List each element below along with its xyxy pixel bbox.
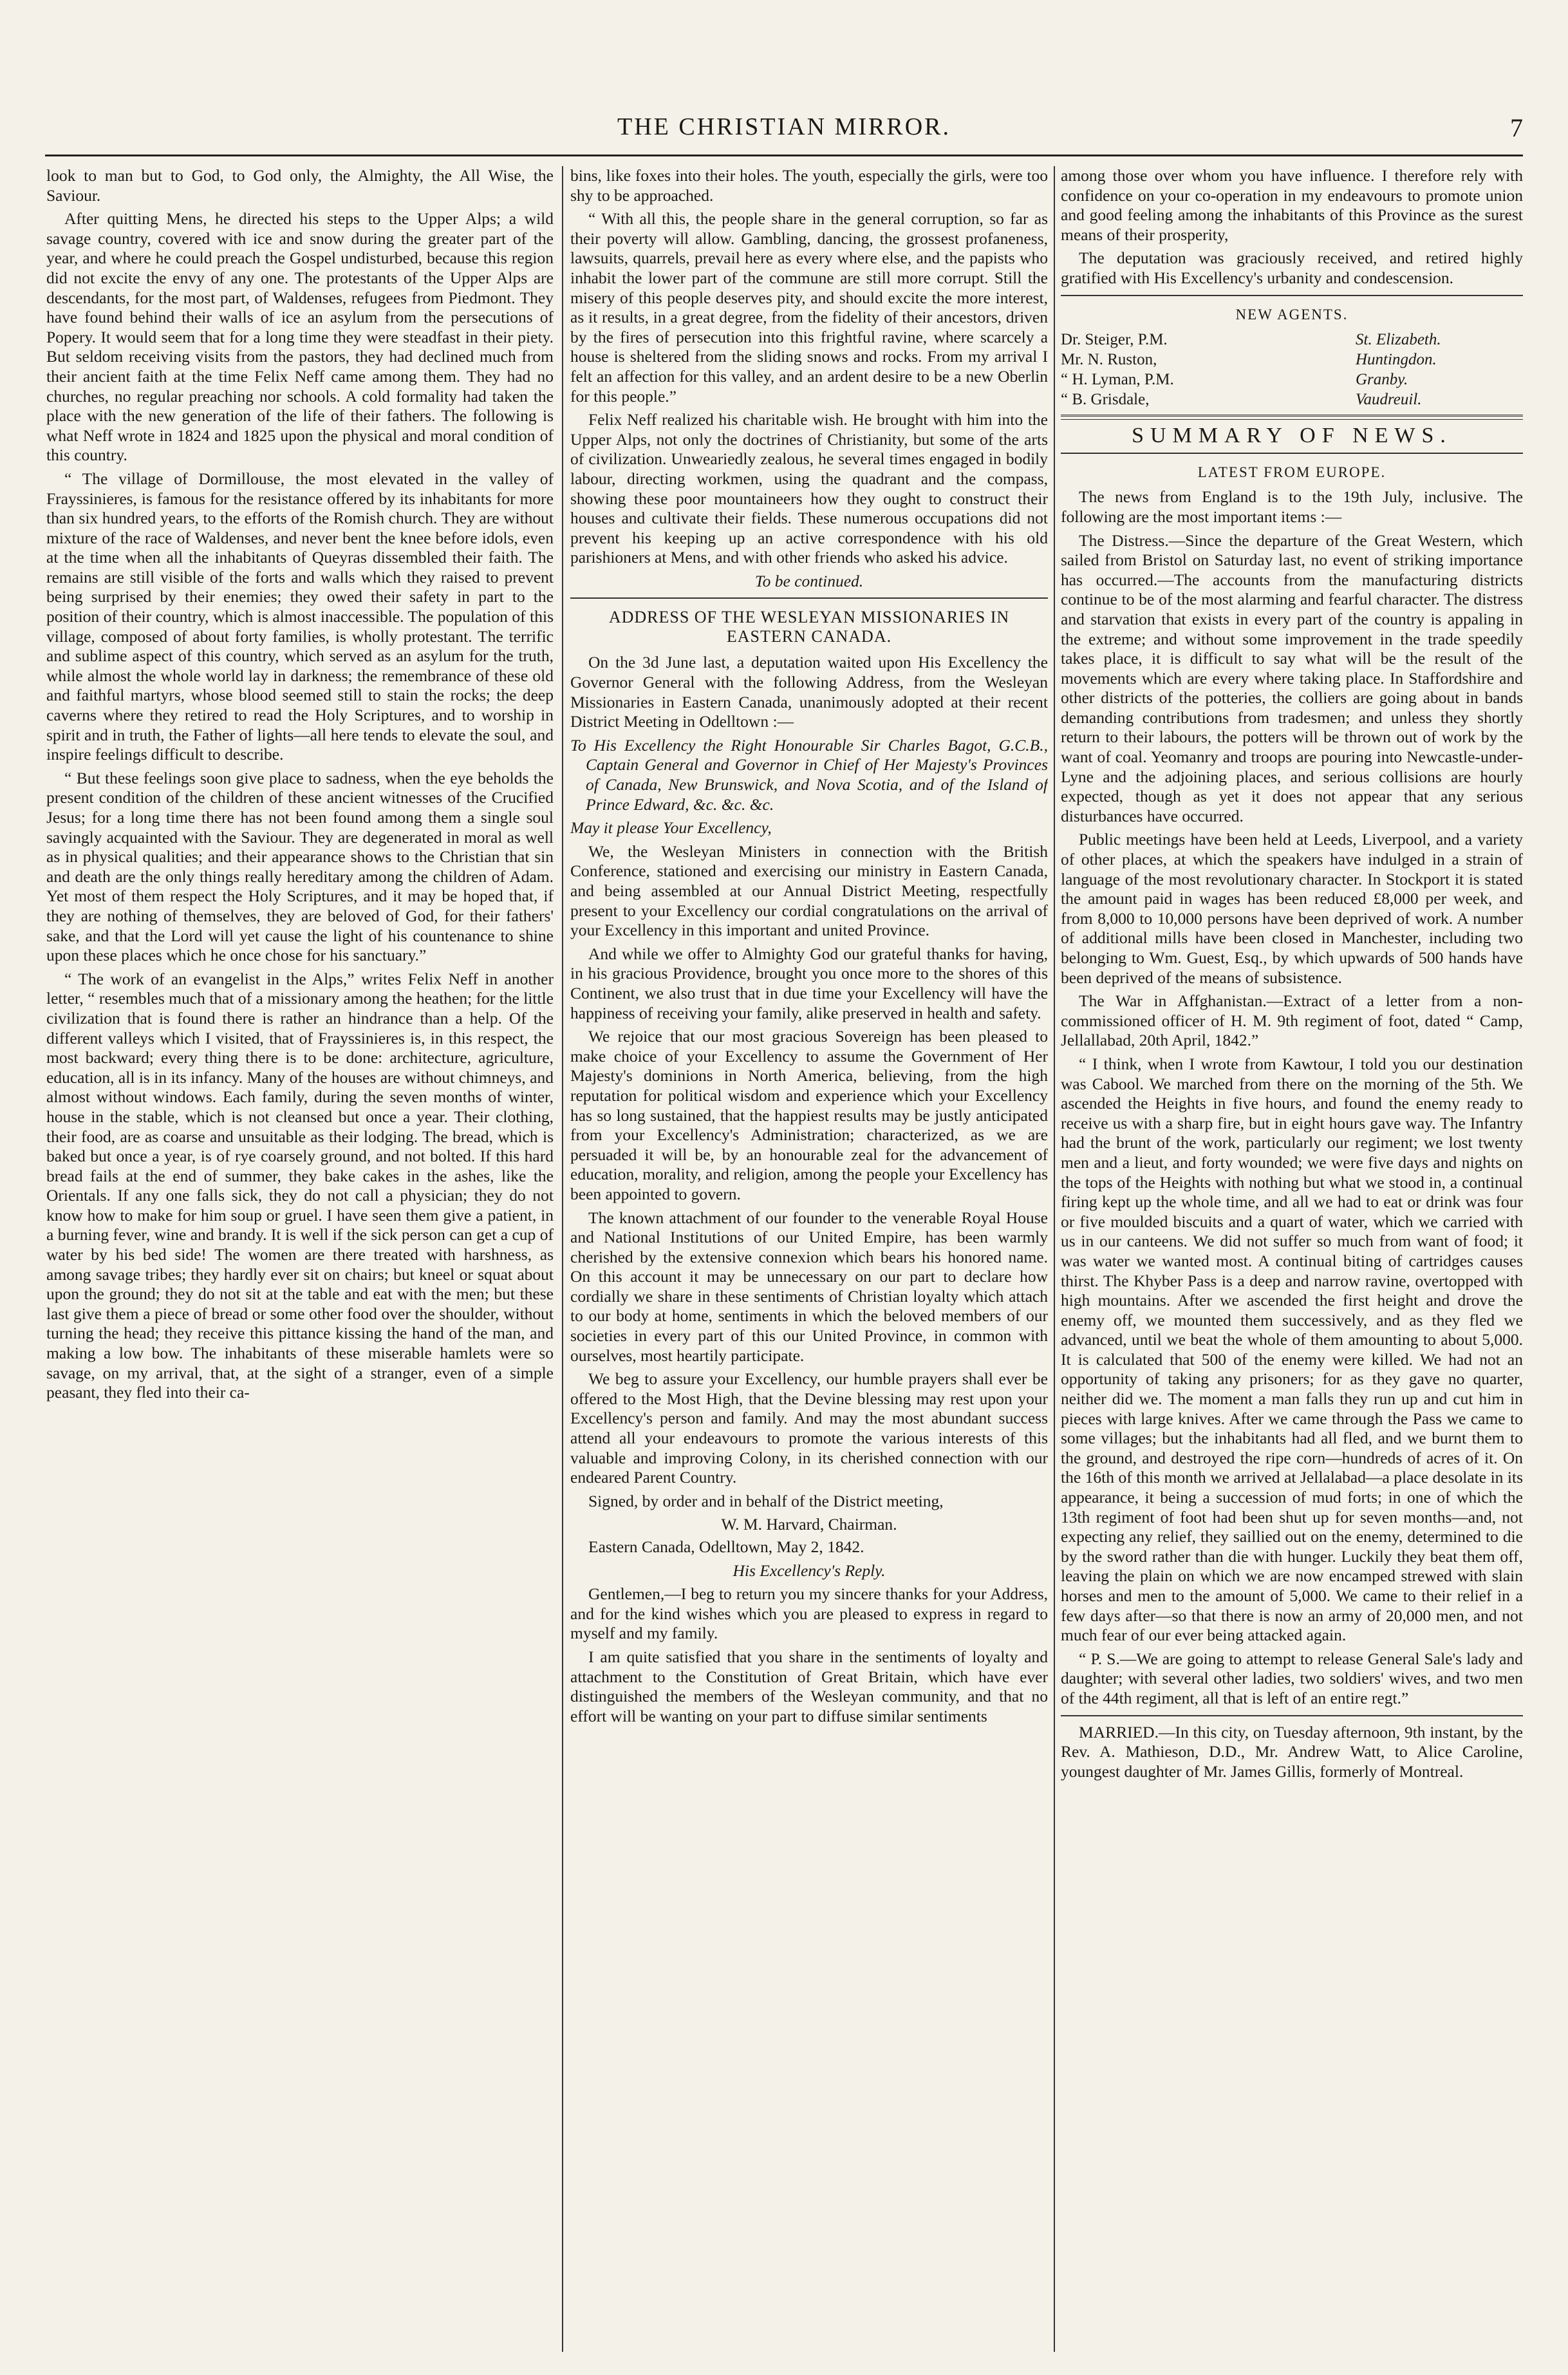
agent-place: Huntingdon. <box>1356 351 1437 369</box>
news-paragraph: The War in Affghanistan.—Extract of a letter from a non-commissioned officer of H. M. 9th regiment of foot, dated “ Camp, Jellallabad, 20th April, 1842.” <box>1061 991 1523 1050</box>
reply-paragraph: Gentlemen,—I beg to return you my sincere thanks for your Address, and for the kind wishes which you are pleased to express in regard to myself and my family. <box>570 1584 1048 1643</box>
column-3 <box>1061 166 1523 2352</box>
article-paragraph: “ The work of an evangelist in the Alps,” writes Felix Neff in another letter, “ resembles much that of a missionary among the heathen; for the little civilization that is found there is rather an hindrance than a help. Of the different valleys which I visited, that of Frayssinieres is, in this respect, the most backward; every thing there is to be done: architecture, agriculture, education, all is in its infancy. Many of the houses are without chimneys, and almost without windows. Each family, during the seven months of winter, house in the stable, which is not cleansed but once a year. Their clothing, their food, are as coarse and unsuitable as their lodging. The bread, which is baked but once a year, is of rye coarsely ground, and not bolted. If this hard bread fails at the end of summer, they bake cakes in the ashes, like the Orientals. If any one falls sick, they do not call a physician; they do not know how to make for him soup or gruel. I have seen them give a patient, in a burning fever, wine and brandy. It is well if the sick person can get a cup of water by his bed side! The women are there treated with harshness, as among savage tribes; they hardly ever sit on chairs; but kneel or squat about upon the ground; they do not sit at the table and eat with the men; but these last give them a piece of bread or some other food over the shoulder, without turning the head; they receive this pittance kissing the hand of the man, and making a low bow. The inhabitants of these miserable hamlets were so savage, on my arrival, that, at the sight of a stranger, even of a simple peasant, they fled into their ca- <box>46 969 554 1402</box>
agent-row <box>1061 390 1523 409</box>
agent-name: “ B. Grisdale, <box>1061 391 1150 409</box>
to-be-continued: To be continued. <box>754 571 864 590</box>
page-header <box>45 113 1523 149</box>
article-paragraph: bins, like foxes into their holes. The youth, especially the girls, were too shy to be approached. <box>570 166 1048 205</box>
article-paragraph: “ With all this, the people share in the general corruption, so far as their poverty will allow. Gambling, dancing, the grossest profaneness, lawsuits, quarrels, prevail here as every where else, and the papists who inhabit the lower part of the commune are still more corrupt. Still the misery of this people deserves pity, and should excite the more interest, as it results, in a great degree, from the fidelity of their ancestors, driven by the fires of persecution into this frightful ravine, where scarcely a house is sheltered from the sliding snows and rocks. From my arrival I felt an affection for this valley, and an ardent desire to be a new Oberlin for this people.” <box>570 209 1048 406</box>
address-dateline: Eastern Canada, Odelltown, May 2, 1842. <box>588 1537 864 1556</box>
latest-from-europe-title: LATEST FROM EUROPE. <box>1197 464 1386 480</box>
article-paragraph: The deputation was graciously received, and retired highly gratified with His Excellency's urbanity and condescension. <box>1061 249 1523 287</box>
address-paragraph: We rejoice that our most gracious Sovereign has been pleased to make choice of your Excellency to assume the Government of Her Majesty's dominions in North America, believing, from the high reputation for political wisdom and experience which your Excellency has so long sustained, that the happiest results may be justly anticipated from your Excellency's Administration; characterized, as we are persuaded it will be, by an honourable zeal for the advancement of education, morality, and religion, among the people your Excellency has been appointed to govern. <box>570 1027 1048 1203</box>
news-paragraph: Public meetings have been held at Leeds, Liverpool, and a variety of other places, at which the speakers have indulged in a strain of language of the most revolutionary character. In Stockport it is stated the amount paid in wages has been reduced £8,000 per week, and from 8,000 to 10,000 persons have been deprived of work. A number of additional mills have been closed in Manchester, including two belonging to Wm. Guest, Esq., by which upwards of 500 hands have been deprived of the means of subsistence. <box>1061 830 1523 987</box>
news-paragraph: “ I think, when I wrote from Kawtour, I told you our destination was Cabool. We marched from there on the morning of the 5th. We ascended the Heights in five hours, and found the enemy ready to receive us with a sharp fire, but in eight hours gave way. The Infantry had the brunt of the work, particularly our regiment; we lost twenty men and a lieut, and forty wounded; we were five days and nights on the tops of the Heights with nothing but what we stood in, a continual firing kept up the whole time, and all we had to eat or drink was four or five moulded biscuits and a quart of water, which we carried with us in our canteens. We did not suffer so much from want of food; it was water we wanted most. A continual biting of cartridges causes thirst. The Khyber Pass is a deep and narrow ravine, overtopped with high mountains. After we ascended the first height and drove the enemy off, we mounted them successively, and as they fled we advanced, until we beat the whole of them amounting to about 5,000. It is calculated that 500 of the enemy were killed. We had not an opportunity of taking any prisoners; for as they gave no quarter, neither did we. The moment a man falls they run up and cut him in pieces with large knives. After we came through the Pass we came to some villages; but the inhabitants had all fled, and we burnt them to the ground, and destroyed the ripe corn—hundreds of acres of it. On the 16th of this month we arrived at Jellalabad—a place desolate in its appearance, it being a succession of mud forts; in one of which the 13th regiment of foot had been shut up for seven months—and, not expecting any relief, they saillied out on the enemy, determined to die by the sword rather than die with hunger. Luckily they beat them off, leaving the plain on which we are now encamped strewed with slain horses and men to the amount of 5,000. We came to their relief in a few days after—so that there is now an army of 20,000 men, and not much fear of our ever being attacked again. <box>1061 1054 1523 1645</box>
column-1 <box>46 166 554 2352</box>
article-paragraph: “ The village of Dormillouse, the most elevated in the valley of Frayssinieres, is famous for the resistance offered by its inhabitants for more than six hundred years, to the efforts of the Romish church. They are without mixture of the race of Waldenses, and never bent the knee before idols, even at the time when all the inhabitants of Queyras dissembled their faith. The remains are still visible of the forts and walls which they raised to prevent being surprised by their enemies; they owed their safety in part to the position of their country, which is almost inaccessible. The population of this village, composed of about forty families, is wholly protestant. The terrific and sublime aspect of this country, which served as an asylum for the truth, while almost the whole world lay in darkness; the remembrance of these old and faithful martyrs, whose blood seemed still to stain the rocks; the deep caverns where they retired to read the Holy Scriptures, and to worship in spirit and in truth, the Father of lights—all here tends to elevate the soul, and inspire feelings difficult to describe. <box>46 469 554 764</box>
news-paragraph: The news from England is to the 19th July, inclusive. The following are the most important items :— <box>1061 487 1523 526</box>
address-paragraph: Signed, by order and in behalf of the District meeting, <box>588 1491 944 1510</box>
column-divider <box>562 166 563 2352</box>
summary-of-news-title: SUMMARY OF NEWS. <box>1132 424 1452 448</box>
section-rule <box>1061 295 1523 296</box>
column-2 <box>570 166 1048 2352</box>
section-rule <box>1061 1715 1523 1716</box>
agent-place: Vaudreuil. <box>1356 391 1422 409</box>
new-agents-title: NEW AGENTS. <box>1235 306 1349 323</box>
agent-name: Dr. Steiger, P.M. <box>1061 331 1168 349</box>
agent-row <box>1061 350 1523 370</box>
section-rule <box>1061 415 1523 420</box>
section-rule <box>1061 453 1523 454</box>
address-title: ADDRESS OF THE WESLEYAN MISSIONARIES IN EASTERN CANADA. <box>608 608 1010 646</box>
agent-name: “ H. Lyman, P.M. <box>1061 371 1174 389</box>
column-divider <box>1054 166 1055 2352</box>
article-paragraph: look to man but to God, to God only, the Almighty, the All Wise, the Saviour. <box>46 166 554 205</box>
header-rule <box>45 155 1523 156</box>
article-paragraph: Felix Neff realized his charitable wish. He brought with him into the Upper Alps, not only the doctrines of Christianity, but some of the arts of civilization. Unweariedly zealous, he several times engaged in bodily labour, directing workmen, using the quadrant and the compass, showing these poor mountaineers how they ought to construct their houses and cultivate their fields. These numerous occupations did not prevent his keeping up an active correspondence with his old parishioners at Mens, and with other friends who asked his advice. <box>570 410 1048 567</box>
address-paragraph: We beg to assure your Excellency, our humble prayers shall ever be offered to the Most High, that the Devine blessing may rest upon your Excellency's person and family. And may the most abundant success attend all your endeavours to promote the various interests of this valuable and improving Colony, in its cherished connection with our endeared Parent Country. <box>570 1369 1048 1487</box>
reply-title: His Excellency's Reply. <box>733 1561 886 1580</box>
agent-row <box>1061 330 1523 350</box>
agent-name: Mr. N. Ruston, <box>1061 351 1157 369</box>
address-paragraph: The known attachment of our founder to the venerable Royal House and National Institutions of our United Empire, has been warmly cherished by the extensive connexion which bears his honored name. On this account it may be unnecessary on our part to declare how cordially we share in these sentiments of Christian loyalty which attach to our body at home, sentiments in which the beloved members of our societies in every part of this our United Province, in common with ourselves, most heartily participate. <box>570 1208 1048 1365</box>
news-paragraph: The Distress.—Since the departure of the Great Western, which sailed from Bristol on Saturday last, no event of striking importance has occurred.—The accounts from the manufacturing districts continue to be of the most alarming and fearful character. The distress and starvation that exists in every part of the country is appaling in the extreme; and without some improvement in the trade speedily takes place, it is difficult to say what will be the result of the movements which are every where taking place. In Staffordshire and other districts of the potteries, the colliers are going about in bands demanding contributions from tradesmen; and unless they shortly return to their labours, the potters will be thrown out of work by the want of coal. Yeomanry and troops are pouring into Newcastle-under-Lyne and the adjoining places, and serious collisions are hourly expected, though as yet it does not appear that any serious disturbances have occurred. <box>1061 530 1523 825</box>
address-recipient: To His Excellency the Right Honourable Sir Charles Bagot, G.C.B., Captain General and Governor in Chief of Her Majesty's Provinces of Canada, New Brunswick, and Nova Scotia, and of the Island of Prince Edward, &c. &c. &c. <box>570 735 1048 814</box>
address-signature: W. M. Harvard, Chairman. <box>721 1515 897 1534</box>
page-number: 7 <box>1510 113 1523 142</box>
article-paragraph: “ But these feelings soon give place to sadness, when the eye beholds the present condition of the children of these ancient witnesses of the Crucified Jesus; for a long time there has not been found among them a single soul savingly acquainted with the Saviour. They are degenerated in moral as well as in physical qualities; and their appearance shows to the Christian that sin and death are the only things really hereditary among the children of Adam. Yet most of them respect the Holy Scriptures, and it may be hoped that, if they are nothing of themselves, they are beloved of God, for their fathers' sake, and that the Lord will yet cause the light of his countenance to shine upon these places which he once chose for his sanctuary.” <box>46 768 554 965</box>
agent-row <box>1061 370 1523 390</box>
news-paragraph: “ P. S.—We are going to attempt to release General Sale's lady and daughter; with several other ladies, two soldiers' wives, and two men of the 44th regiment, all that is left of an entire regt.” <box>1061 1649 1523 1707</box>
running-head-title: THE CHRISTIAN MIRROR. <box>617 113 951 140</box>
reply-paragraph: I am quite satisfied that you share in the sentiments of loyalty and attachment to the Constitution of Great Britain, which have ever distinguished the members of the Wesleyan community, and that no effort will be wanting on your part to diffuse similar sentiments <box>570 1647 1048 1725</box>
address-intro: On the 3d June last, a deputation waited upon His Excellency the Governor General with the following Address, from the Wesleyan Missionaries in Eastern Canada, unanimously adopted at their recent District Meeting in Odelltown :— <box>570 653 1048 731</box>
agent-place: St. Elizabeth. <box>1356 331 1441 349</box>
reply-paragraph: among those over whom you have influence. I therefore rely with confidence on your co-operation in my endeavours to promote union and good feeling among the inhabitants of this Province as the surest means of their prosperity, <box>1061 166 1523 244</box>
address-paragraph: And while we offer to Almighty God our grateful thanks for having, in his gracious Providence, brought you once more to the shores of this Continent, we also trust that in due time your Excellency will have the happiness of receiving your family, alike preserved in health and safety. <box>570 944 1048 1022</box>
agent-place: Granby. <box>1356 371 1408 389</box>
address-paragraph: We, the Wesleyan Ministers in connection with the British Conference, stationed and exercising our ministry in Eastern Canada, and being assembled at our Annual District Meeting, respectfully present to your Excellency our cordial congratulations on the arrival of your Excellency in this important and united Province. <box>570 841 1048 940</box>
section-rule <box>570 597 1048 599</box>
address-salutation: May it please Your Excellency, <box>570 818 772 838</box>
marriage-notice: MARRIED.—In this city, on Tuesday afternoon, 9th instant, by the Rev. A. Mathieson, D.D., Mr. Andrew Watt, to Alice Caroline, youngest daughter of Mr. James Gillis, formerly of Montreal. <box>1061 1722 1523 1781</box>
article-paragraph: After quitting Mens, he directed his steps to the Upper Alps; a wild savage country, covered with ice and snow during the greater part of the year, and where he could preach the Gospel undisturbed, because this region did not excite the envy of any one. The protestants of the Upper Alps are descendants, for the most part, of Waldenses, refugees from Piedmont. They have found behind their walls of ice an asylum from the persecutions of Popery. It would seem that for a long time they were steadfast in their piety. But seldom receiving visits from the pastors, they had declined much from their ancient faith at the time Felix Neff came among them. They had no churches, no regular preaching nor schools. A cold formality had taken the place with the new generation of the life of their fathers. The following is what Neff wrote in 1824 and 1825 upon the physical and moral condition of this country. <box>46 209 554 465</box>
